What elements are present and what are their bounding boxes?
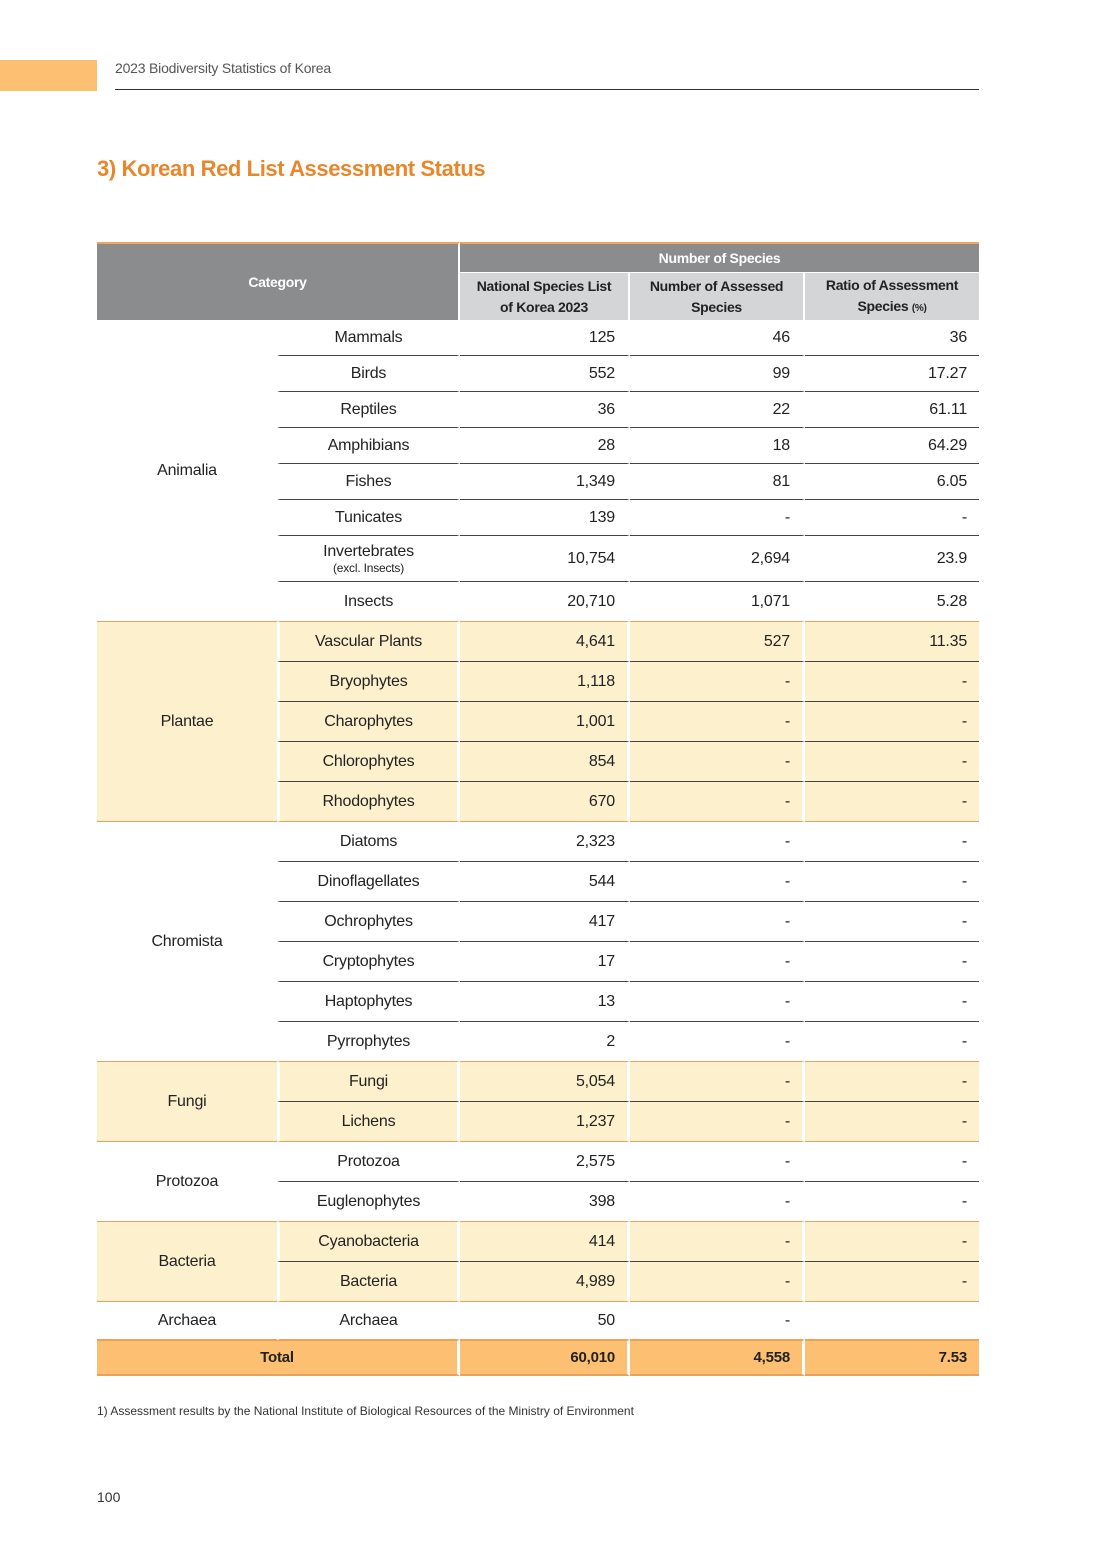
taxon-cell: Amphibians xyxy=(277,428,460,464)
total-national: 60,010 xyxy=(460,1340,630,1376)
national-count-cell: 28 xyxy=(460,428,630,464)
table-row xyxy=(97,822,979,862)
taxon-cell: Dinoflagellates xyxy=(277,862,460,902)
national-count-cell: 36 xyxy=(460,392,630,428)
ratio-cell: - xyxy=(805,662,979,702)
ratio-cell: 6.05 xyxy=(805,464,979,500)
national-count-cell: 417 xyxy=(460,902,630,942)
table-total xyxy=(97,1340,979,1376)
kingdom-cell: Fungi xyxy=(97,1062,277,1142)
total-row xyxy=(97,1340,979,1376)
taxon-cell: Bryophytes xyxy=(277,662,460,702)
ratio-cell: 36 xyxy=(805,320,979,356)
taxon-cell: Rhodophytes xyxy=(277,782,460,822)
national-count-cell: 20,710 xyxy=(460,582,630,622)
assessed-count-cell: - xyxy=(630,702,805,742)
assessed-count-cell: 46 xyxy=(630,320,805,356)
national-count-cell: 50 xyxy=(460,1302,630,1340)
national-count-cell: 398 xyxy=(460,1182,630,1222)
assessed-count-cell: - xyxy=(630,1142,805,1182)
assessed-count-cell: - xyxy=(630,1062,805,1102)
ratio-cell: 61.11 xyxy=(805,392,979,428)
ratio-cell: - xyxy=(805,942,979,982)
assessed-count-cell: - xyxy=(630,782,805,822)
taxon-cell: Euglenophytes xyxy=(277,1182,460,1222)
ratio-cell: - xyxy=(805,500,979,536)
kingdom-cell: Chromista xyxy=(97,822,277,1062)
taxon-note: (excl. Insects) xyxy=(332,560,405,575)
national-count-cell: 854 xyxy=(460,742,630,782)
national-count-cell: 1,349 xyxy=(460,464,630,500)
national-count-cell: 10,754 xyxy=(460,536,630,582)
taxon-cell: Chlorophytes xyxy=(277,742,460,782)
taxon-cell: Cryptophytes xyxy=(277,942,460,982)
national-species-list-header xyxy=(460,273,630,320)
taxon-cell: Archaea xyxy=(277,1302,460,1340)
national-count-cell: 1,118 xyxy=(460,662,630,702)
national-count-cell: 2,323 xyxy=(460,822,630,862)
taxon-cell: Protozoa xyxy=(277,1142,460,1182)
ratio-unit: (%) xyxy=(911,302,927,314)
national-count-cell: 2 xyxy=(460,1022,630,1062)
group-plantae xyxy=(97,622,979,822)
ratio-cell: - xyxy=(805,862,979,902)
ratio-cell: - xyxy=(805,982,979,1022)
taxon-cell: Charophytes xyxy=(277,702,460,742)
table-row xyxy=(97,320,979,356)
group-fungi xyxy=(97,1062,979,1142)
national-count-cell: 125 xyxy=(460,320,630,356)
ratio-assessment-header xyxy=(805,273,979,320)
assessed-count-cell: - xyxy=(630,1262,805,1302)
group-bacteria xyxy=(97,1222,979,1302)
ratio-cell: - xyxy=(805,1062,979,1102)
taxon-cell: Haptophytes xyxy=(277,982,460,1022)
total-assessed: 4,558 xyxy=(630,1340,805,1376)
ratio-cell: - xyxy=(805,902,979,942)
ratio-cell: - xyxy=(805,1182,979,1222)
assessed-count-cell: 81 xyxy=(630,464,805,500)
kingdom-cell: Bacteria xyxy=(97,1222,277,1302)
red-list-table xyxy=(97,242,979,1376)
taxon-cell: Reptiles xyxy=(277,392,460,428)
ratio-cell: 23.9 xyxy=(805,536,979,582)
ratio-cell: 5.28 xyxy=(805,582,979,622)
taxon-cell: Cyanobacteria xyxy=(277,1222,460,1262)
assessed-count-cell: - xyxy=(630,1182,805,1222)
assessed-count-cell: - xyxy=(630,942,805,982)
ratio-header-line1: Ratio of Assessment xyxy=(825,276,959,293)
table-row xyxy=(97,1142,979,1182)
section-title: 3) Korean Red List Assessment Status xyxy=(97,156,486,181)
ratio-cell: - xyxy=(805,742,979,782)
ratio-cell: 11.35 xyxy=(805,622,979,662)
taxon-cell: Insects xyxy=(277,582,460,622)
national-header-line1: National Species List xyxy=(476,277,612,294)
assessed-count-cell: 527 xyxy=(630,622,805,662)
taxon-cell: Lichens xyxy=(277,1102,460,1142)
footnote: 1) Assessment results by the National Institute of Biological Resources of the Ministry of Environment xyxy=(97,1404,634,1418)
ratio-header-line2: Species xyxy=(857,297,909,314)
assessed-count-cell: - xyxy=(630,662,805,702)
national-count-cell: 13 xyxy=(460,982,630,1022)
taxon-cell: Bacteria xyxy=(277,1262,460,1302)
kingdom-cell: Animalia xyxy=(97,320,277,622)
national-count-cell: 4,641 xyxy=(460,622,630,662)
national-count-cell: 552 xyxy=(460,356,630,392)
ratio-cell xyxy=(805,1302,979,1340)
assessed-species-header xyxy=(630,273,805,320)
ratio-cell: - xyxy=(805,822,979,862)
national-count-cell: 544 xyxy=(460,862,630,902)
assessed-count-cell: - xyxy=(630,742,805,782)
national-count-cell: 1,001 xyxy=(460,702,630,742)
kingdom-cell: Plantae xyxy=(97,622,277,822)
taxon-cell: Fishes xyxy=(277,464,460,500)
national-count-cell: 1,237 xyxy=(460,1102,630,1142)
national-count-cell: 670 xyxy=(460,782,630,822)
assessed-count-cell: - xyxy=(630,1022,805,1062)
national-count-cell: 17 xyxy=(460,942,630,982)
ratio-cell: 64.29 xyxy=(805,428,979,464)
national-count-cell: 414 xyxy=(460,1222,630,1262)
table-row xyxy=(97,622,979,662)
total-label: Total xyxy=(97,1340,460,1376)
assessed-count-cell: 1,071 xyxy=(630,582,805,622)
kingdom-cell: Archaea xyxy=(97,1302,277,1340)
assessed-header-line1: Number of Assessed xyxy=(649,277,784,294)
kingdom-cell: Protozoa xyxy=(97,1142,277,1222)
category-header: Category xyxy=(97,242,460,320)
group-chromista xyxy=(97,822,979,1062)
header-rule xyxy=(115,89,979,90)
ratio-cell: - xyxy=(805,782,979,822)
page-tab-marker xyxy=(0,60,97,91)
national-count-cell: 5,054 xyxy=(460,1062,630,1102)
taxon-cell: Tunicates xyxy=(277,500,460,536)
number-of-species-header: Number of Species xyxy=(460,242,979,273)
assessed-header-line2: Species xyxy=(691,298,742,315)
assessed-count-cell: - xyxy=(630,500,805,536)
group-archaea xyxy=(97,1302,979,1340)
taxon-cell: Ochrophytes xyxy=(277,902,460,942)
ratio-cell: - xyxy=(805,1222,979,1262)
taxon-cell: Mammals xyxy=(277,320,460,356)
national-count-cell: 4,989 xyxy=(460,1262,630,1302)
national-count-cell: 139 xyxy=(460,500,630,536)
taxon-cell: Birds xyxy=(277,356,460,392)
ratio-cell: - xyxy=(805,1142,979,1182)
assessed-count-cell: 18 xyxy=(630,428,805,464)
assessed-count-cell: - xyxy=(630,822,805,862)
ratio-cell: - xyxy=(805,702,979,742)
taxon-cell: Diatoms xyxy=(277,822,460,862)
red-list-table-wrap xyxy=(97,242,979,1376)
assessed-count-cell: - xyxy=(630,1222,805,1262)
assessed-count-cell: - xyxy=(630,862,805,902)
ratio-cell: - xyxy=(805,1022,979,1062)
ratio-cell: 17.27 xyxy=(805,356,979,392)
taxon-cell xyxy=(277,536,460,582)
assessed-count-cell: - xyxy=(630,1302,805,1340)
taxon-name: Invertebrates xyxy=(323,542,414,560)
group-animalia xyxy=(97,320,979,622)
page-number: 100 xyxy=(97,1489,121,1505)
table-header xyxy=(97,242,979,320)
assessed-count-cell: - xyxy=(630,902,805,942)
national-header-line2: of Korea 2023 xyxy=(500,298,588,315)
taxon-cell: Pyrrophytes xyxy=(277,1022,460,1062)
assessed-count-cell: - xyxy=(630,1102,805,1142)
group-protozoa xyxy=(97,1142,979,1222)
assessed-count-cell: - xyxy=(630,982,805,1022)
assessed-count-cell: 2,694 xyxy=(630,536,805,582)
ratio-cell: - xyxy=(805,1262,979,1302)
assessed-count-cell: 22 xyxy=(630,392,805,428)
table-row xyxy=(97,1062,979,1102)
ratio-cell: - xyxy=(805,1102,979,1142)
table-row xyxy=(97,1222,979,1262)
taxon-cell: Fungi xyxy=(277,1062,460,1102)
assessed-count-cell: 99 xyxy=(630,356,805,392)
table-row xyxy=(97,1302,979,1340)
taxon-cell: Vascular Plants xyxy=(277,622,460,662)
total-ratio: 7.53 xyxy=(805,1340,979,1376)
running-header: 2023 Biodiversity Statistics of Korea xyxy=(115,60,331,76)
national-count-cell: 2,575 xyxy=(460,1142,630,1182)
